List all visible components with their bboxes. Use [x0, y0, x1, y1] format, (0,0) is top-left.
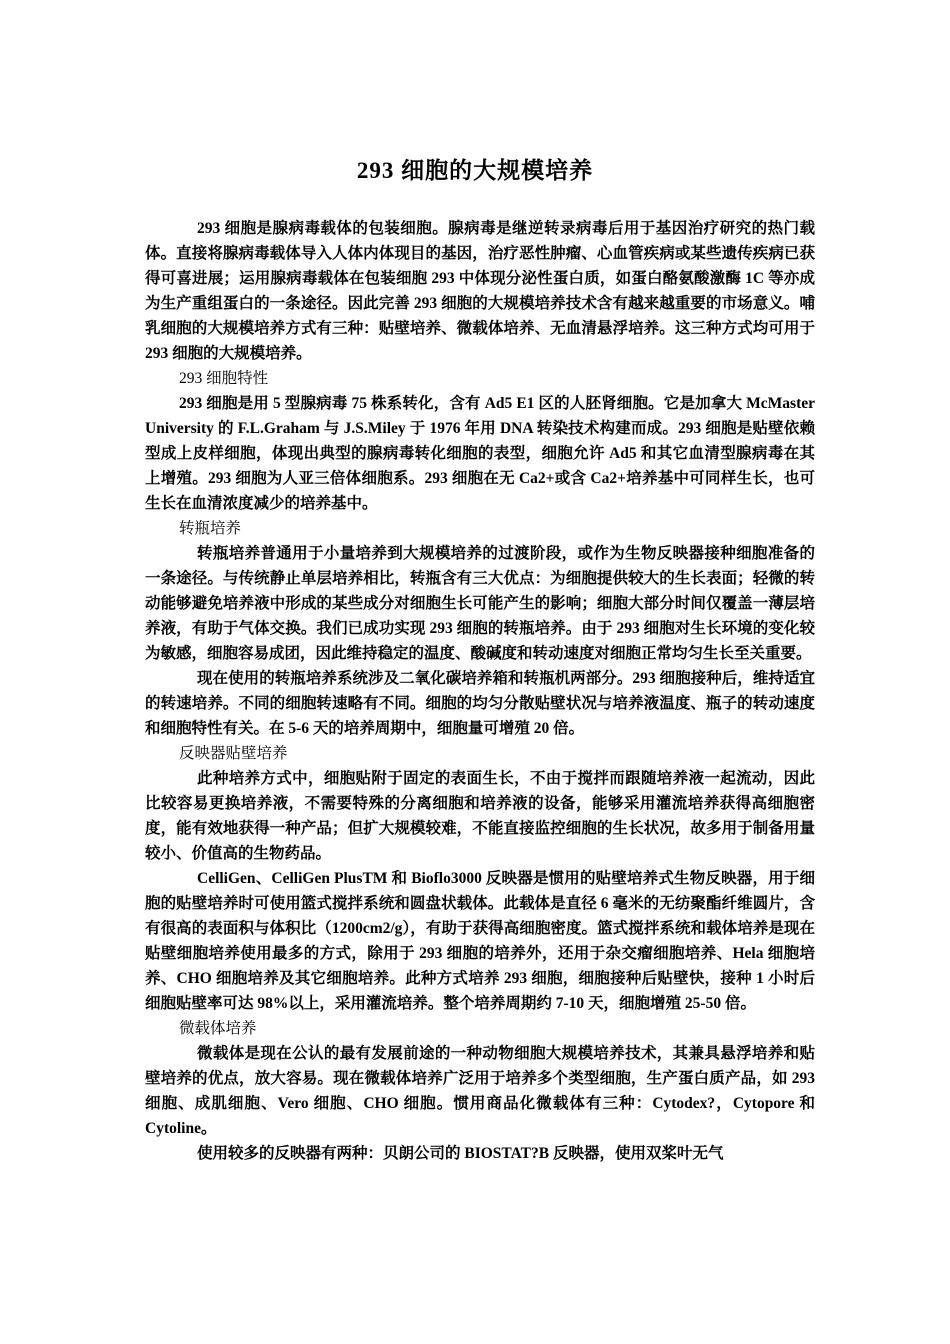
paragraph-reactor-adherent-2: CelliGen、CelliGen PlusTM 和 Bioflo3000 反映器是惯用的贴壁培养式生物反映器，用于细胞的贴壁培养时可使用篮式搅拌系统和圆盘状载体。此载体是直径 6 毫米的无纺聚酯纤维圆片，含有很高的表面积与体积比（1200cm2/g），有助于获得高细胞密度。篮式搅拌系统和载体培养是现在贴壁细胞培养使用最多的方式，除用于 293 细胞的培养外，还用于杂交瘤细胞培养、Hela 细胞培养、CHO 细胞培养及其它细胞培养。此种方式培养 293 细胞，细胞接种后贴壁快，接种 1 小时后细胞贴壁率可达 98%以上，采用灌流培养。整个培养周期约 7-10 天，细胞增殖 25-50 倍。 — [145, 870, 815, 1012]
section-heading-293-characteristics: 293 细胞特性 — [179, 370, 269, 387]
document-body — [145, 216, 815, 1166]
section-heading-microcarrier: 微载体培养 — [179, 1020, 257, 1037]
paragraph-intro: 293 细胞是腺病毒载体的包装细胞。腺病毒是继逆转录病毒后用于基因治疗研究的热门载体。直接将腺病毒载体导入人体内体现目的基因，治疗恶性肿瘤、心血管疾病或某些遗传疾病已获得可喜进展；运用腺病毒载体在包装细胞 293 中体现分泌性蛋白质，如蛋白酪氨酸激酶 1C 等亦成为生产重组蛋白的一条途径。因此完善 293 细胞的大规模培养技术含有越来越重要的市场意义。哺乳细胞的大规模培养方式有三种：贴壁培养、微载体培养、无血清悬浮培养。这三种方式均可用于 293 细胞的大规模培养。 — [145, 220, 815, 362]
paragraph-roller-bottle-2: 现在使用的转瓶培养系统涉及二氧化碳培养箱和转瓶机两部分。293 细胞接种后，维持适宜的转速培养。不同的细胞转速略有不同。细胞的均匀分散贴壁状况与培养液温度、瓶子的转动速度和细胞特性有关。在 5-6 天的培养周期中，细胞量可增殖 20 倍。 — [145, 670, 815, 737]
paragraph-293-characteristics: 293 细胞是用 5 型腺病毒 75 株系转化，含有 Ad5 E1 区的人胚肾细胞。它是加拿大 McMaster University 的 F.L.Graham 与 J.S.Miley 于 1976 年用 DNA 转染技术构建而成。293 细胞是贴壁依赖型成上皮样细胞，体现出典型的腺病毒转化细胞的表型，细胞允许 Ad5 和其它血清型腺病毒在其上增殖。293 细胞为人亚三倍体细胞系。293 细胞在无 Ca2+或含 Ca2+培养基中可同样生长，也可生长在血清浓度减少的培养基中。 — [145, 395, 815, 512]
section-heading-roller-bottle: 转瓶培养 — [179, 520, 242, 537]
paragraph-roller-bottle-1: 转瓶培养普通用于小量培养到大规模培养的过渡阶段，或作为生物反映器接种细胞准备的一条途径。与传统静止单层培养相比，转瓶含有三大优点：为细胞提供较大的生长表面；轻微的转动能够避免培养液中形成的某些成分对细胞生长可能产生的影响；细胞大部分时间仅覆盖一薄层培养液，有助于气体交换。我们已成功实现 293 细胞的转瓶培养。由于 293 细胞对生长环境的变化较为敏感，细胞容易成团，因此维持稳定的温度、酸碱度和转动速度对细胞正常均匀生长至关重要。 — [145, 545, 815, 662]
document-title: 293 细胞的大规模培养 — [356, 158, 594, 183]
paragraph-microcarrier-2: 使用较多的反映器有两种：贝朗公司的 BIOSTAT?B 反映器，使用双桨叶无气 — [197, 1145, 724, 1162]
section-heading-reactor-adherent: 反映器贴壁培养 — [179, 745, 288, 762]
paragraph-reactor-adherent-1: 此种培养方式中，细胞贴附于固定的表面生长，不由于搅拌而跟随培养液一起流动，因此比较容易更换培养液，不需要特殊的分离细胞和培养液的设备，能够采用灌流培养获得高细胞密度，能有效地获得一种产品；但扩大规模较难，不能直接监控细胞的生长状况，故多用于制备用量较小、价值高的生物药品。 — [145, 770, 815, 862]
paragraph-microcarrier-1: 微载体是现在公认的最有发展前途的一种动物细胞大规模培养技术，其兼具悬浮培养和贴壁培养的优点，放大容易。现在微载体培养广泛用于培养多个类型细胞，生产蛋白质产品，如 293 细胞、成肌细胞、Vero 细胞、CHO 细胞。惯用商品化微载体有三种：Cytodex?，Cytopore 和 Cytoline。 — [145, 1045, 815, 1137]
